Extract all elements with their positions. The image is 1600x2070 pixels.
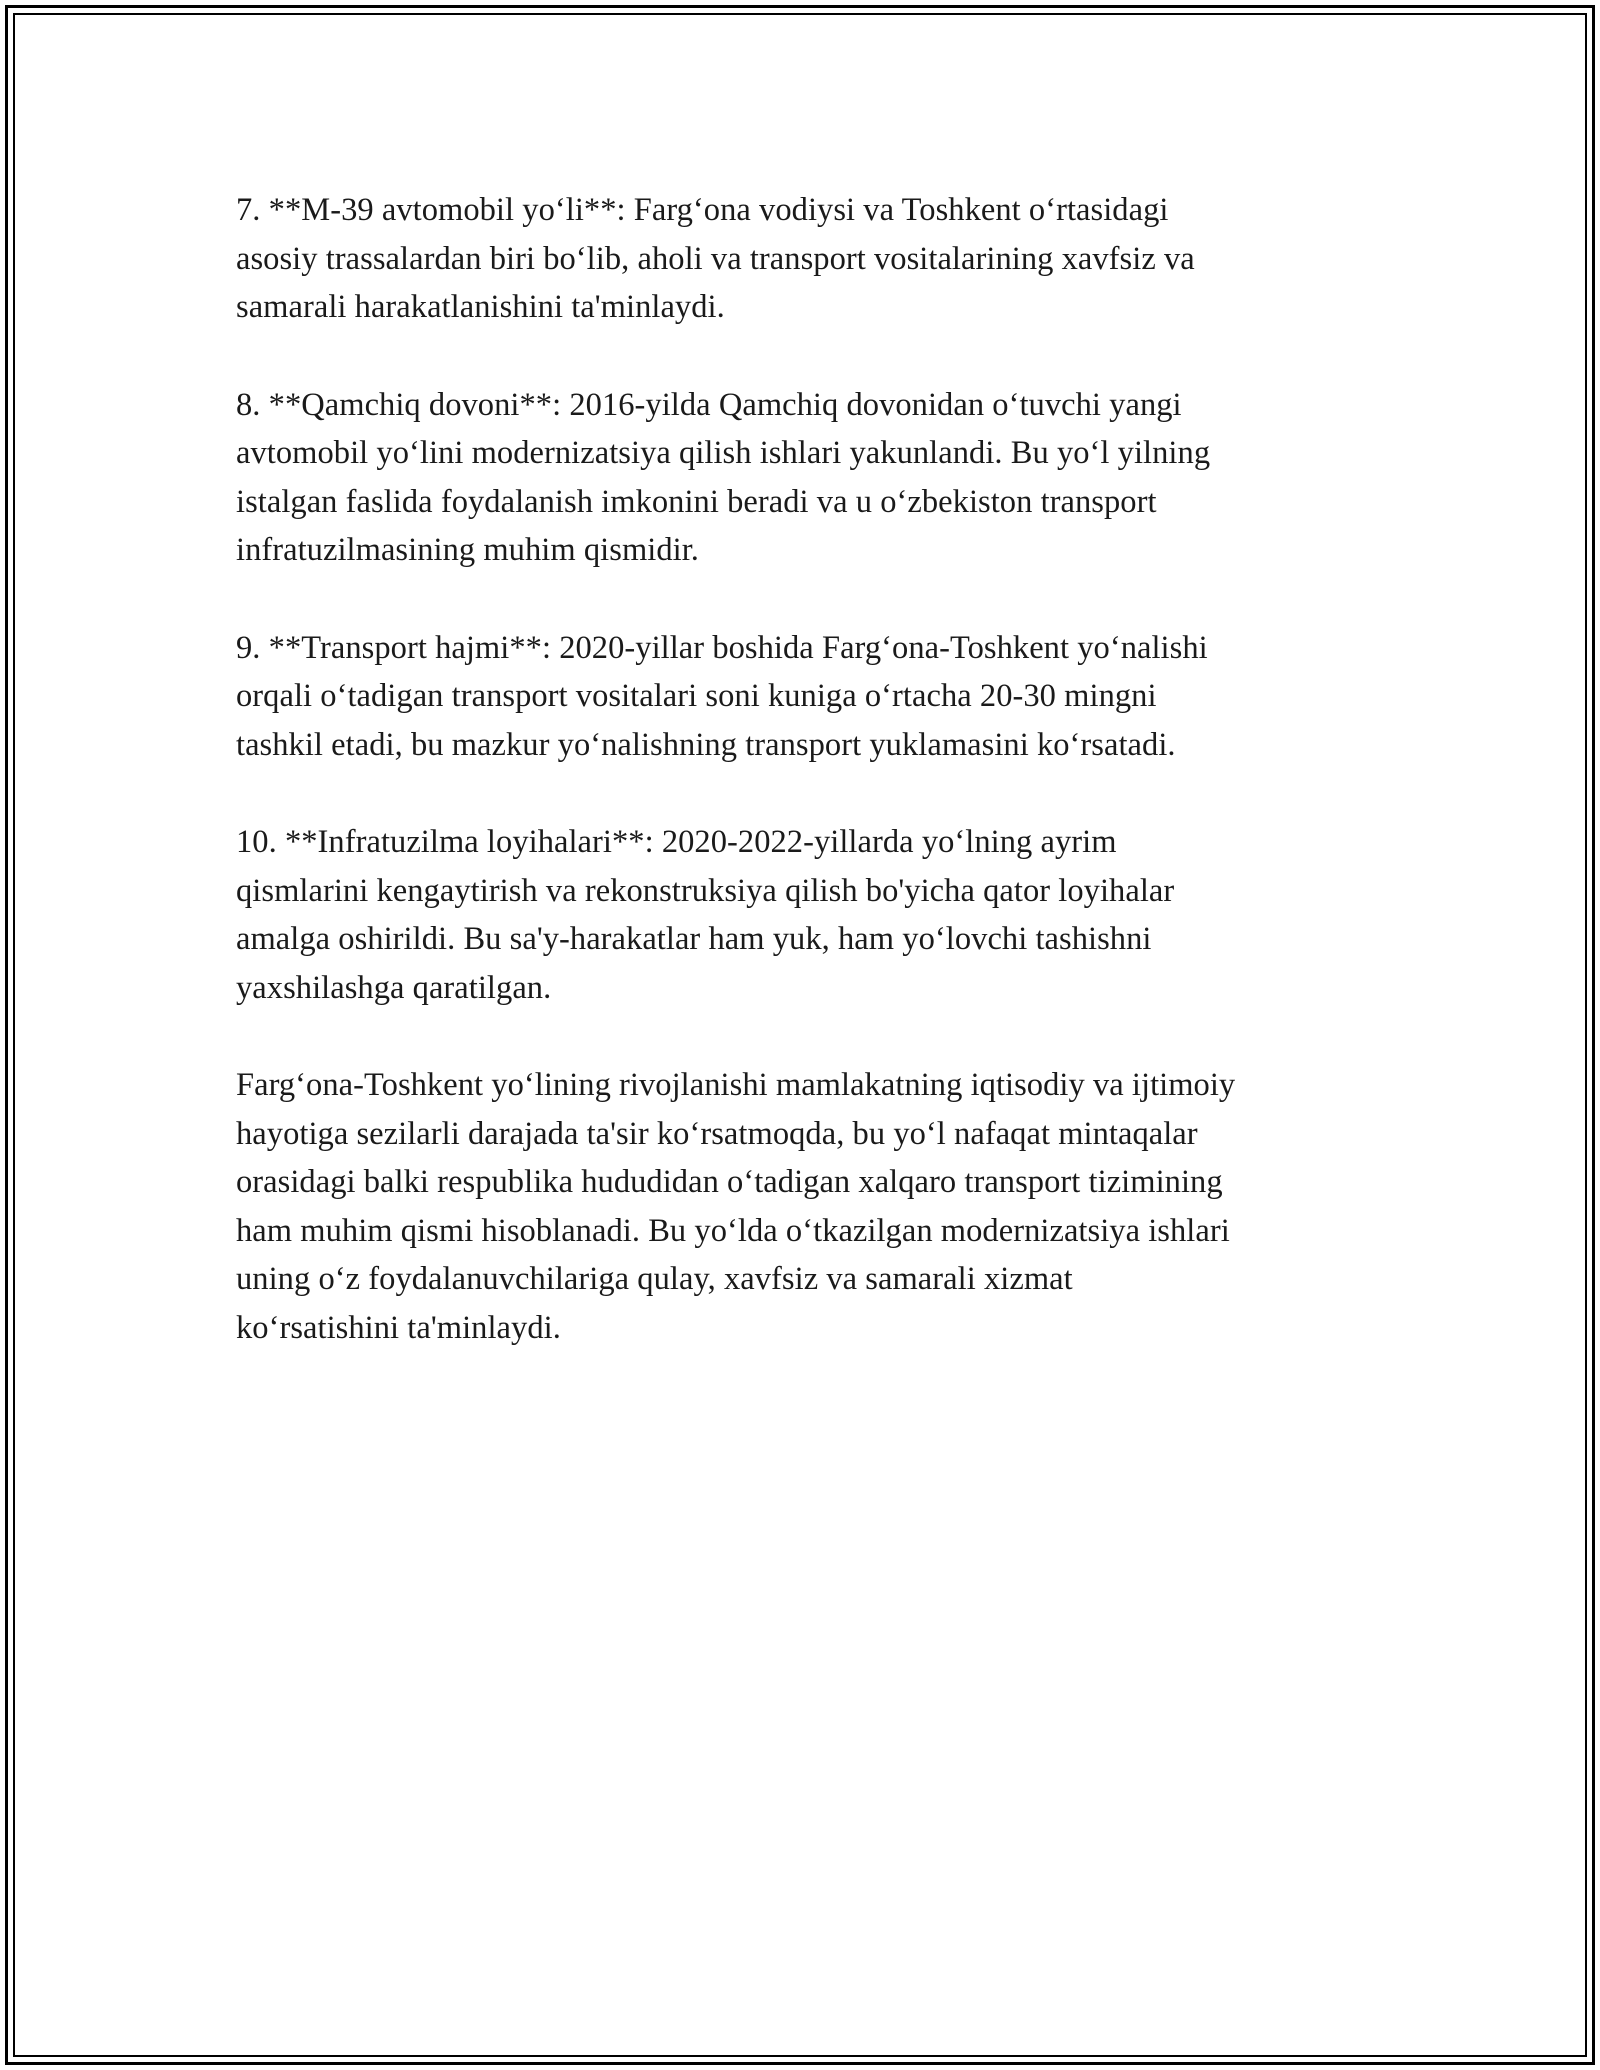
text-line: asosiy trassalardan biri bo‘lib, aholi va transport vositalarining xavfsiz va bbox=[236, 240, 1195, 277]
text-line: yaxshilashga qaratilgan. bbox=[236, 969, 552, 1006]
text-line: tashkil etadi, bu mazkur yo‘nalishning transport yuklamasini ko‘rsatadi. bbox=[236, 726, 1176, 763]
text-line: 10. **Infratuzilma loyihalari**: 2020-2022-yillarda yo‘lning ayrim bbox=[236, 824, 1117, 860]
paragraph-qamchiq-pass bbox=[236, 381, 1366, 575]
text-line: 8. **Qamchiq dovoni**: 2016-yilda Qamchiq dovonidan o‘tuvchi yangi bbox=[236, 386, 1182, 423]
paragraph-conclusion bbox=[236, 1061, 1366, 1352]
text-line: uning o‘z foydalanuvchilariga qulay, xavfsiz va samarali xizmat bbox=[236, 1261, 1073, 1297]
text-line: orasidagi balki respublika hududidan o‘tadigan xalqaro transport tizimining bbox=[236, 1164, 1223, 1200]
document-body bbox=[236, 186, 1366, 1401]
text-line: orqali o‘tadigan transport vositalari soni kuniga o‘rtacha 20-30 mingni bbox=[236, 678, 1157, 714]
text-line: avtomobil yo‘lini modernizatsiya qilish ishlari yakunlandi. Bu yo‘l yilning bbox=[236, 435, 1211, 471]
text-line: hayotiga sezilarli darajada ta'sir ko‘rsatmoqda, bu yo‘l nafaqat mintaqalar bbox=[236, 1115, 1198, 1152]
paragraph-transport-volume bbox=[236, 624, 1366, 770]
text-line: 9. **Transport hajmi**: 2020-yillar boshida Farg‘ona-Toshkent yo‘nalishi bbox=[236, 629, 1208, 666]
text-line: amalga oshirildi. Bu sa'y-harakatlar ham yuk, ham yo‘lovchi tashishni bbox=[236, 921, 1152, 957]
text-line: istalgan faslida foydalanish imkonini beradi va u o‘zbekiston transport bbox=[236, 483, 1157, 520]
text-line: Farg‘ona-Toshkent yo‘lining rivojlanishi mamlakatning iqtisodiy va ijtimoiy bbox=[236, 1067, 1236, 1103]
text-line: qismlarini kengaytirish va rekonstruksiya qilish bo'yicha qator loyihalar bbox=[236, 872, 1175, 909]
text-line: ham muhim qismi hisoblanadi. Bu yo‘lda o‘tkazilgan modernizatsiya ishlari bbox=[236, 1212, 1230, 1249]
paragraph-infrastructure-projects bbox=[236, 818, 1366, 1012]
text-line: ko‘rsatishini ta'minlaydi. bbox=[236, 1309, 561, 1346]
paragraph-m39-road bbox=[236, 186, 1366, 332]
text-line: samarali harakatlanishini ta'minlaydi. bbox=[236, 289, 725, 325]
text-line: 7. **M-39 avtomobil yo‘li**: Farg‘ona vodiysi va Toshkent o‘rtasidagi bbox=[236, 192, 1169, 228]
text-line: infratuzilmasining muhim qismidir. bbox=[236, 532, 699, 568]
